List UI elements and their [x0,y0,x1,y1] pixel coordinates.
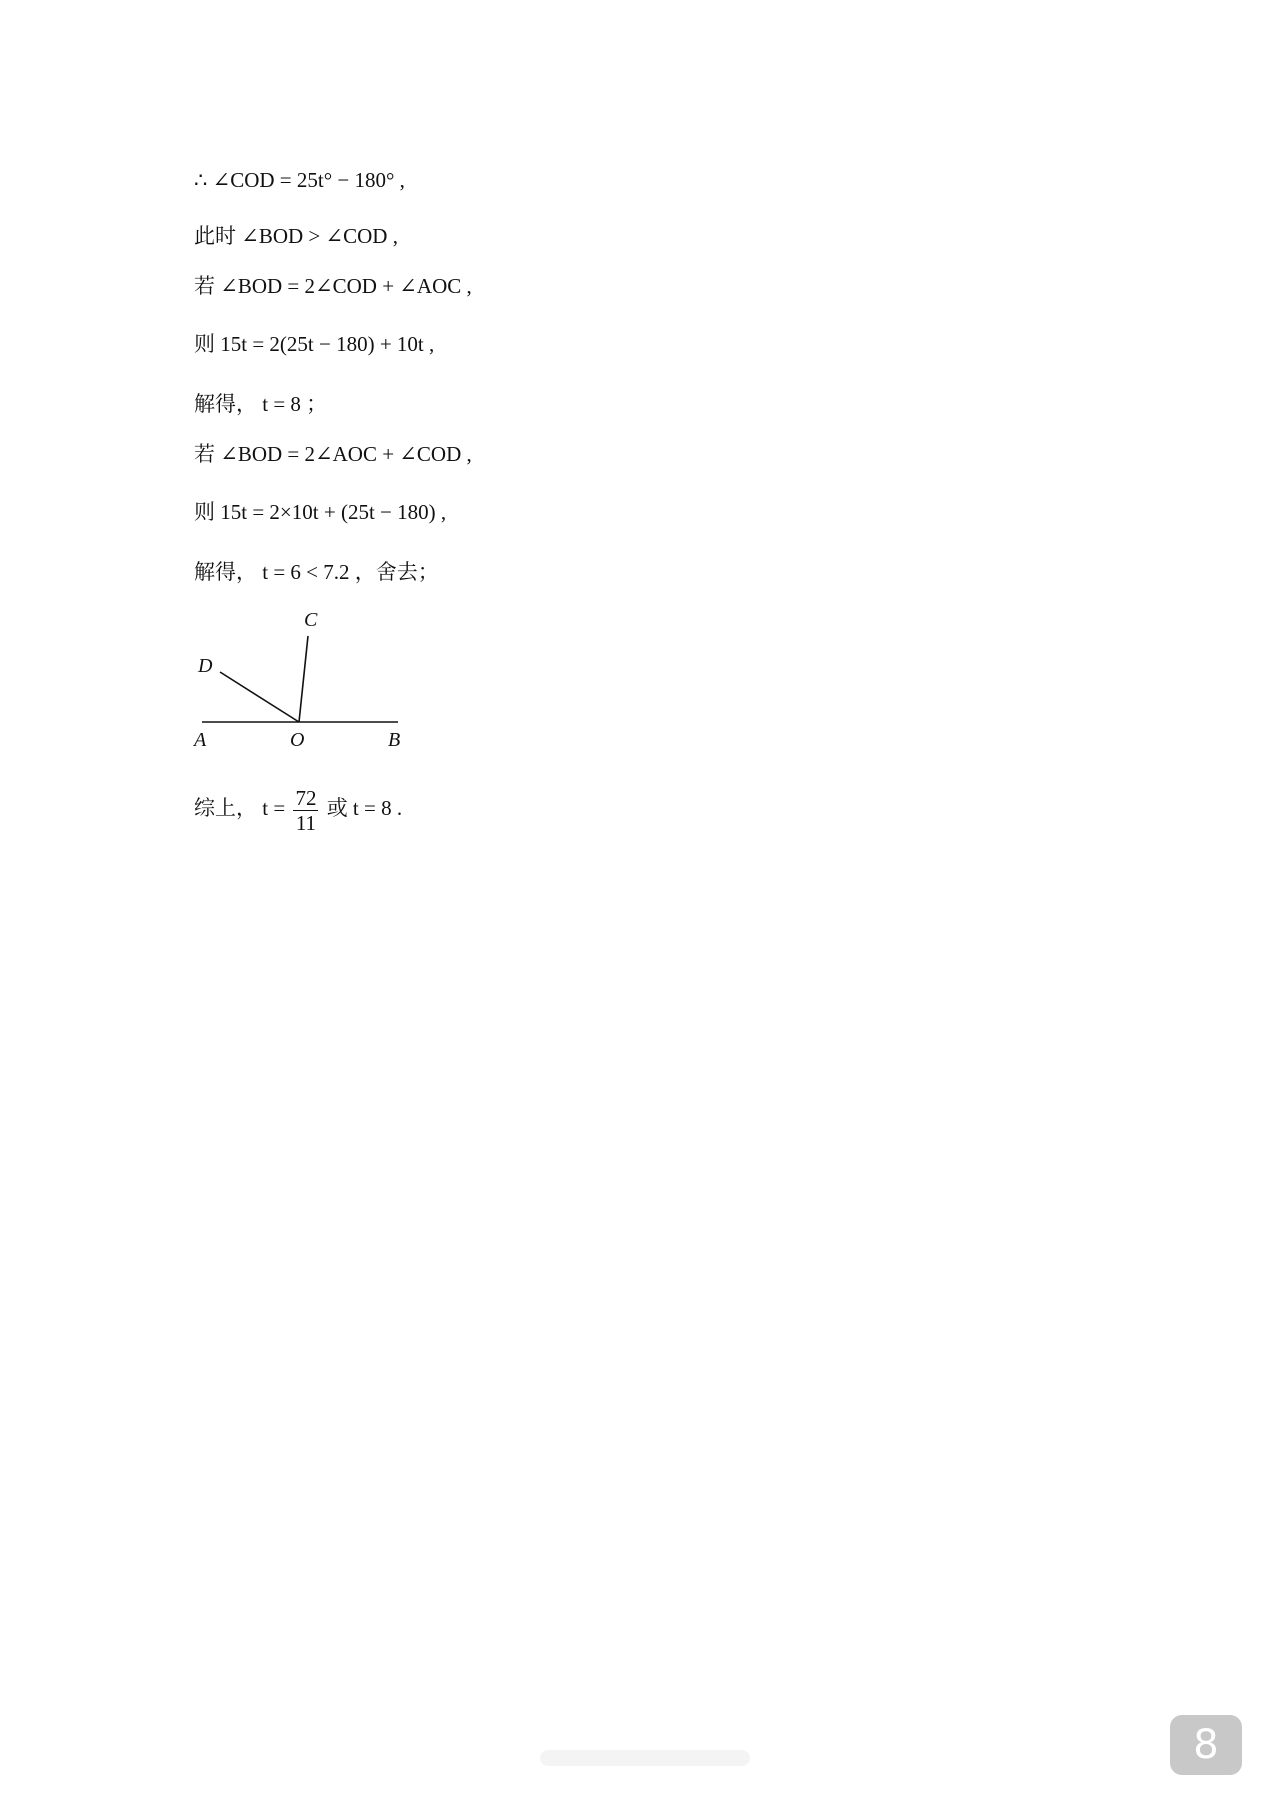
solution-text: 此时 ∠BOD > ∠COD , [194,224,398,248]
solution-line-6 [194,438,472,468]
label-d: D [198,655,213,677]
solution-line-2 [194,220,398,250]
solution-line-7 [194,496,446,526]
page-number: 8 [1193,1722,1219,1768]
fraction [293,786,318,835]
fraction-denominator: 11 [295,811,317,835]
conclusion-line [194,786,402,835]
label-o: O [290,729,305,751]
solution-text: ∴ ∠COD = 25t° − 180° , [194,168,405,192]
solution-text: 解得， t = 6 < 7.2 ，舍去； [194,560,439,584]
solution-text: 解得， t = 8 ； [194,392,328,416]
solution-text: 则 15t = 2×10t + (25t − 180) , [194,500,447,524]
label-c: C [304,609,318,631]
conclusion-suffix: 或 t = 8 . [326,796,403,821]
solution-line-3 [194,270,472,300]
page-number-badge [1170,1715,1242,1775]
fraction-numerator: 72 [295,786,317,810]
angle-figure [190,606,430,756]
conclusion-prefix: 综上， t = [194,796,286,821]
label-a: A [194,729,207,751]
ray-oc [299,636,308,722]
solution-text: 若 ∠BOD = 2∠COD + ∠AOC , [194,274,472,298]
solution-line-4 [194,328,434,358]
ray-od [220,672,299,722]
solution-line-8 [194,556,439,586]
solution-line-1 [194,168,405,193]
solution-text: 若 ∠BOD = 2∠AOC + ∠COD , [194,442,472,466]
solution-text: 则 15t = 2(25t − 180) + 10t , [194,332,435,356]
faint-watermark [540,1750,750,1766]
label-b: B [388,729,401,751]
solution-line-5 [194,388,327,418]
